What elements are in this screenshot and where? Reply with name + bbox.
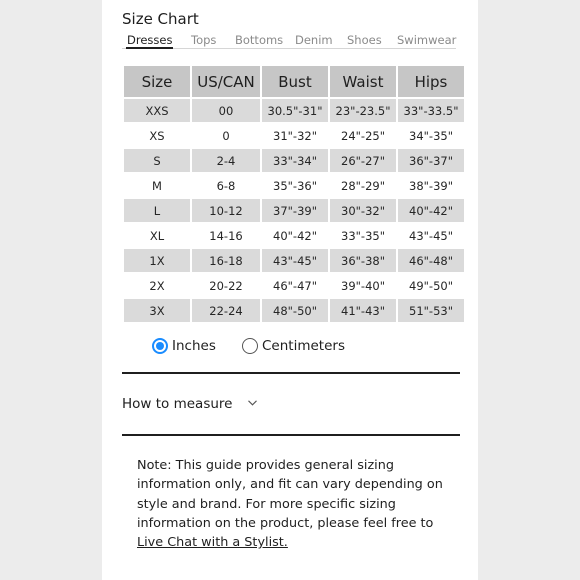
note-prefix: Note: — [137, 458, 172, 473]
chevron-down-icon — [248, 400, 257, 406]
cell-bust: 30.5"-31" — [262, 99, 328, 122]
cell-waist: 30"-32" — [330, 199, 396, 222]
cell-hips: 43"-45" — [409, 228, 453, 243]
page-title: Size Chart — [122, 10, 199, 28]
tab-tops[interactable]: Tops — [191, 33, 217, 47]
inches-option[interactable] — [152, 338, 216, 354]
cell-size: XXS — [124, 99, 190, 122]
cell-size: XL — [149, 228, 165, 243]
cell-waist: 28"-29" — [341, 178, 385, 193]
divider-bottom — [122, 434, 460, 436]
tab-bottoms[interactable]: Bottoms — [235, 33, 284, 47]
cell-bust: 33"-34" — [262, 149, 328, 172]
header-size: Size — [124, 66, 190, 97]
cell-us-can: 0 — [222, 128, 230, 143]
how-to-measure-label: How to measure — [122, 396, 233, 412]
table-row — [124, 174, 464, 197]
unit-toggle — [152, 338, 412, 358]
tab-denim[interactable]: Denim — [295, 33, 333, 47]
live-chat-link[interactable]: Live Chat with a Stylist. — [137, 535, 288, 551]
cell-us-can: 14-16 — [209, 228, 243, 243]
tab-dresses[interactable]: Dresses — [127, 33, 173, 47]
header-waist: Waist — [330, 66, 396, 97]
cell-bust: 35"-36" — [273, 178, 317, 193]
cell-size: S — [124, 149, 190, 172]
cell-hips: 40"-42" — [398, 199, 464, 222]
cell-hips: 49"-50" — [409, 278, 453, 293]
cell-us-can: 20-22 — [209, 278, 243, 293]
cell-us-can: 00 — [192, 99, 260, 122]
cell-size: XS — [149, 128, 165, 143]
cell-hips: 33"-33.5" — [398, 99, 464, 122]
cell-hips: 36"-37" — [398, 149, 464, 172]
note-body: This guide provides general sizing information only, and fit can vary depending on style and brand. For more specific sizing information on the product, please feel free to — [137, 458, 443, 531]
inches-radio[interactable] — [152, 338, 168, 354]
cell-bust: 40"-42" — [273, 228, 317, 243]
header-bust: Bust — [262, 66, 328, 97]
header-hips: Hips — [398, 66, 464, 97]
cell-waist: 41"-43" — [330, 299, 396, 322]
centimeters-label: Centimeters — [262, 338, 345, 354]
tab-shoes[interactable]: Shoes — [347, 33, 382, 47]
cell-bust: 46"-47" — [273, 278, 317, 293]
cell-waist: 24"-25" — [341, 128, 385, 143]
cell-us-can: 2-4 — [192, 149, 260, 172]
cell-us-can: 6-8 — [216, 178, 236, 193]
cell-us-can: 10-12 — [192, 199, 260, 222]
table-row — [124, 249, 464, 272]
table-row — [124, 274, 464, 297]
cell-size: 3X — [124, 299, 190, 322]
centimeters-option[interactable] — [242, 338, 345, 354]
cell-hips: 38"-39" — [409, 178, 453, 193]
cell-waist: 36"-38" — [330, 249, 396, 272]
cell-waist: 39"-40" — [341, 278, 385, 293]
size-table — [122, 64, 466, 324]
cell-us-can: 16-18 — [192, 249, 260, 272]
table-row — [124, 149, 464, 172]
cell-waist: 33"-35" — [341, 228, 385, 243]
header-us-can: US/CAN — [192, 66, 260, 97]
cell-size: L — [124, 199, 190, 222]
table-row — [124, 299, 464, 322]
table-row — [124, 199, 464, 222]
cell-bust: 37"-39" — [262, 199, 328, 222]
cell-waist: 26"-27" — [330, 149, 396, 172]
cell-size: 2X — [149, 278, 165, 293]
table-row — [124, 99, 464, 122]
cell-hips: 51"-53" — [398, 299, 464, 322]
how-to-measure-toggle[interactable] — [122, 396, 257, 412]
cell-size: M — [152, 178, 162, 193]
cell-hips: 34"-35" — [409, 128, 453, 143]
table-row — [124, 224, 464, 247]
sizing-note — [137, 456, 449, 552]
cell-bust: 48"-50" — [262, 299, 328, 322]
cell-bust: 43"-45" — [262, 249, 328, 272]
table-header-row — [124, 66, 464, 97]
inches-label: Inches — [172, 338, 216, 354]
divider-top — [122, 372, 460, 374]
table-row — [124, 124, 464, 147]
cell-waist: 23"-23.5" — [330, 99, 396, 122]
cell-bust: 31"-32" — [273, 128, 317, 143]
tab-swimwear[interactable]: Swimwear — [397, 33, 457, 47]
centimeters-radio[interactable] — [242, 338, 258, 354]
category-tabs — [122, 33, 456, 51]
cell-hips: 46"-48" — [398, 249, 464, 272]
cell-us-can: 22-24 — [192, 299, 260, 322]
size-chart-panel — [102, 0, 478, 580]
cell-size: 1X — [124, 249, 190, 272]
